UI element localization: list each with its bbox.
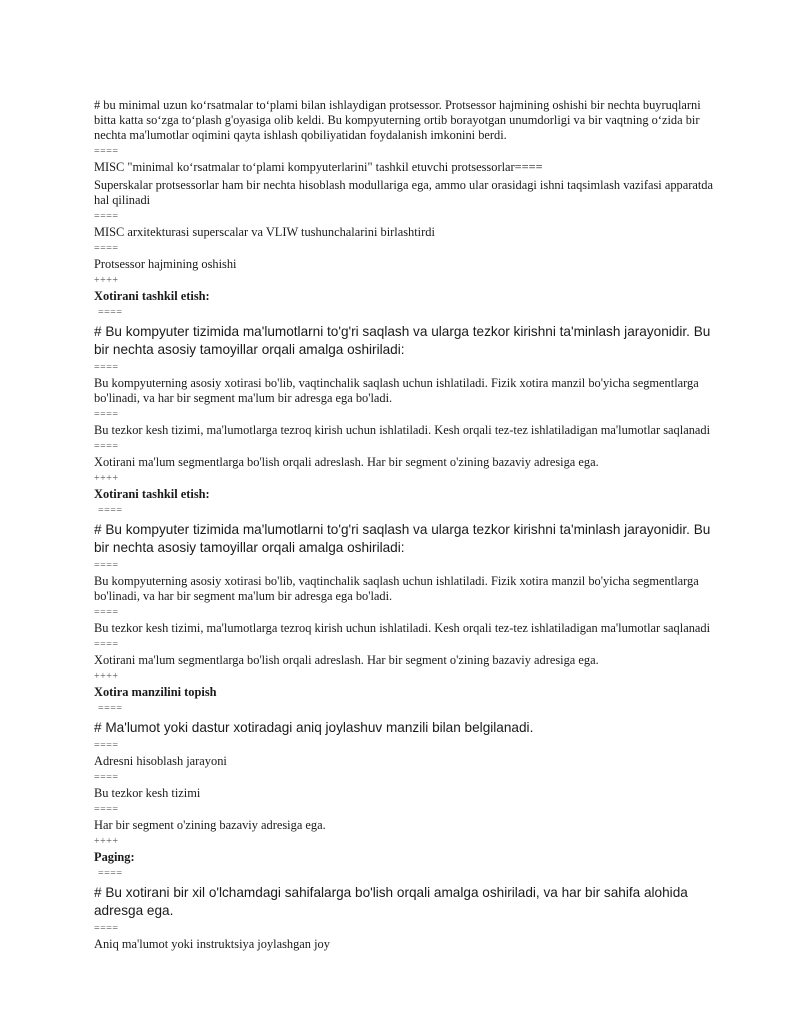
separator-line: ==== [94,409,119,420]
separator-line: ==== [94,740,119,751]
separator-line: ==== [98,868,123,879]
body-paragraph: MISC "minimal ko‘rsatmalar to‘plami kompyuterlarini" tashkil etuvchi protsessorlar==== [94,160,543,174]
body-paragraph: Bu kompyuterning asosiy xotirasi bo'lib, vaqtinchalik saqlash uchun ishlatiladi. Fizik xotira manzil bo'yicha segmentlarga bo'linadi, va har bir segment ma'lum bir adresga ega bo'ladi. [94,574,699,603]
body-paragraph: Superskalar protsessorlar ham bir nechta hisoblash modullariga ega, ammo ular orasidagi ishni taqsimlash vazifasi apparatda hal qilinadi [94,178,714,207]
separator-line: ==== [94,772,119,783]
body-paragraph: Bu tezkor kesh tizimi, ma'lumotlarga tezroq kirish uchun ishlatiladi. Kesh orqali tez-tez ishlatiladigan ma'lumotlar saqlanadi [94,423,711,437]
separator-line: ==== [94,804,119,815]
separator-line: ++++ [94,671,119,682]
section-heading: Xotirani tashkil etish: [94,289,210,303]
separator-line: ==== [98,703,123,714]
body-paragraph: # bu minimal uzun ko‘rsatmalar to‘plami bilan ishlaydigan protsessor. Protsessor hajmining oshishi bir nechta buyruqlarni bitta katta so‘zga to‘plash g'oyasiga olib keldi. Bu kompyuterning ortib borayotgan unumdorligi va bir vaqtning o‘zida bir nechta ma'lumotlar oqimini qayta ishlash qobiliyatidan foydalanish imkonini berdi. [94,98,701,142]
separator-line: ==== [98,307,123,318]
body-paragraph: Bu kompyuterning asosiy xotirasi bo'lib, vaqtinchalik saqlash uchun ishlatiladi. Fizik xotira manzil bo'yicha segmentlarga bo'linadi, va har bir segment ma'lum bir adresga ega bo'ladi. [94,376,699,405]
separator-line: ==== [94,639,119,650]
separator-line: ==== [94,441,119,452]
section-heading: Xotira manzilini topish [94,685,217,699]
body-paragraph: MISC arxitekturasi superscalar va VLIW tushunchalarini birlashtirdi [94,225,435,239]
body-paragraph: Bu tezkor kesh tizimi, ma'lumotlarga tezroq kirish uchun ishlatiladi. Kesh orqali tez-tez ishlatiladigan ma'lumotlar saqlanadi [94,621,711,635]
separator-line: ==== [94,243,119,254]
separator-line: ++++ [94,836,119,847]
separator-line: ++++ [94,473,119,484]
separator-line: ++++ [94,275,119,286]
section-heading: Xotirani tashkil etish: [94,487,210,501]
separator-line: ==== [98,505,123,516]
question-paragraph: # Bu kompyuter tizimida ma'lumotlarni to'g'ri saqlash va ularga tezkor kirishni ta'minlash jarayonidir. Bu bir nechta asosiy tamoyillar orqali amalga oshiriladi: [94,324,711,357]
body-paragraph: Xotirani ma'lum segmentlarga bo'lish orqali adreslash. Har bir segment o'zining bazaviy adresiga ega. [94,455,599,469]
question-paragraph: # Bu xotirani bir xil o'lchamdagi sahifalarga bo'lish orqali amalga oshiriladi, va har bir sahifa alohida adresga ega. [94,885,688,918]
separator-line: ==== [94,146,119,157]
separator-line: ==== [94,362,119,373]
separator-line: ==== [94,923,119,934]
separator-line: ==== [94,211,119,222]
section-heading: Paging: [94,850,135,864]
body-paragraph: Adresni hisoblash jarayoni [94,754,227,768]
question-paragraph: # Bu kompyuter tizimida ma'lumotlarni to'g'ri saqlash va ularga tezkor kirishni ta'minlash jarayonidir. Bu bir nechta asosiy tamoyillar orqali amalga oshiriladi: [94,522,711,555]
body-paragraph: Xotirani ma'lum segmentlarga bo'lish orqali adreslash. Har bir segment o'zining bazaviy adresiga ega. [94,653,599,667]
document-page [94,95,714,952]
body-paragraph: Har bir segment o'zining bazaviy adresiga ega. [94,818,326,832]
question-paragraph: # Ma'lumot yoki dastur xotiradagi aniq joylashuv manzili bilan belgilanadi. [94,720,534,735]
body-paragraph: Bu tezkor kesh tizimi [94,786,201,800]
separator-line: ==== [94,607,119,618]
separator-line: ==== [94,560,119,571]
body-paragraph: Aniq ma'lumot yoki instruktsiya joylashgan joy [94,937,330,951]
body-paragraph: Protsessor hajmining oshishi [94,257,237,271]
